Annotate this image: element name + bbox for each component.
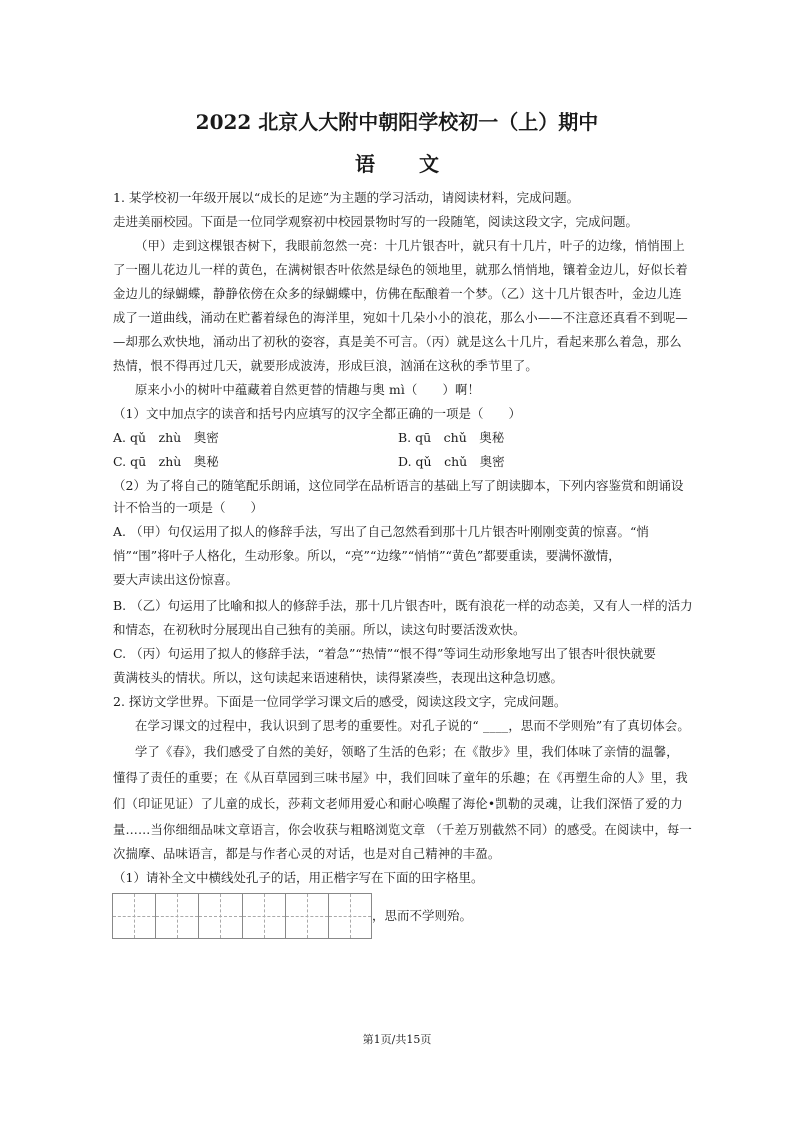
subject-char: 文 bbox=[419, 152, 439, 176]
q1-sub1-question: （1）文中加点字的读音和括号内应填写的汉字全都正确的一项是（ ） bbox=[113, 406, 521, 421]
sub2-option-c-line[interactable]: C. （丙）句运用了拟人的修辞手法，“着急”“热情”“恨不得”等词生动形象地写出了银杏叶很快就要 bbox=[113, 646, 656, 661]
grid-cell[interactable] bbox=[243, 894, 286, 938]
page-title: 2022 北京人大附中朝阳学校初一（上）期中 bbox=[195, 110, 599, 134]
q2-passage-line: 们（印证见证）了儿童的成长，莎莉文老师用爱心和耐心唤醒了海伦•凯勒的灵魂，让我们深悟了爱的力 bbox=[113, 797, 683, 811]
grid-tail-text: ，思而不学则殆。 bbox=[372, 908, 473, 923]
grid-cell[interactable] bbox=[329, 894, 371, 938]
grid-cell[interactable] bbox=[286, 894, 329, 938]
q2-passage-line: 懂得了责任的重要；在《从百草园到三味书屋》中，我们回味了童年的乐趣；在《再塑生命的人》里，我 bbox=[113, 771, 688, 785]
sub2-option-a-line[interactable]: 悄”“围”将叶子人格化，生动形象。所以，“亮”“边缘”“悄悄”“黄色”都要重读，要满怀激情， bbox=[113, 548, 621, 563]
subject-char: 语 bbox=[355, 152, 375, 176]
q2-passage-line: 量……当你细细品味文章语言，你会收获与粗略浏览文章 （千差万别截然不同）的感受。在阅读中，每一 bbox=[113, 823, 692, 837]
subject-heading bbox=[0, 148, 794, 177]
grid-cell[interactable] bbox=[113, 894, 156, 938]
q1-intro: 1. 某学校初一年级开展以“成长的足迹”为主题的学习活动，请阅读材料，完成问题。 bbox=[113, 190, 580, 205]
q1-section: 走进美丽校园。下面是一位同学观察初中校园景物时写的一段随笔，阅读这段文字，完成问题。 bbox=[113, 214, 639, 229]
q2-passage-line: 学了《春》，我们感受了自然的美好，领略了生活的色彩；在《散步》里，我们体味了亲情的温馨， bbox=[135, 745, 679, 759]
q2-intro: 2. 探访文学世界。下面是一位同学学习课文后的感受，阅读这段文字，完成问题。 bbox=[113, 694, 567, 709]
q1-sub2-question-cont: 计不恰当的一项是（ ） bbox=[113, 500, 264, 515]
q2-passage-line: 次揣摩、品味语言，都是与作者心灵的对话，也是对自己精神的丰盈。 bbox=[113, 847, 501, 861]
q1-passage-line: （甲）走到这棵银杏树下，我眼前忽然一亮：十几片银杏叶，就只有十几片，叶子的边缘，悄悄围上 bbox=[135, 239, 685, 253]
grid-cell[interactable] bbox=[156, 894, 199, 938]
q1-passage-line: 金边儿的绿蝴蝶，静静依傍在众多的绿蝴蝶中，仿佛在酝酿着一个梦。（乙）这十几片银杏叶，金边儿连 bbox=[113, 287, 682, 301]
page-footer: 第1页/共15页 bbox=[362, 1033, 432, 1046]
sub2-option-b-line[interactable]: 和情态，在初秋时分展现出自己独有的美丽。所以，读这句时要活泼欢快。 bbox=[113, 622, 526, 637]
q1-closing: 原来小小的树叶中蕴藏着自然更替的情趣与奥 mì（ ）啊！ bbox=[135, 383, 481, 397]
option-c[interactable]: C. qū zhù 奥秘 bbox=[113, 454, 219, 469]
sub2-option-c-line[interactable]: 黄满枝头的情状。所以，这句读起来语速稍快，读得紧凑些，表现出这种急切感。 bbox=[113, 670, 564, 685]
option-a[interactable]: A. qǔ zhù 奥密 bbox=[113, 430, 219, 445]
sub2-option-a-line[interactable]: 要大声读出这份惊喜。 bbox=[113, 572, 239, 587]
grid-cell[interactable] bbox=[199, 894, 242, 938]
q1-passage-line: —却那么欢快地，涌动出了初秋的姿容，真是美不可言。（丙）就是这么十几片，看起来那么着急，那么 bbox=[113, 335, 682, 349]
option-b[interactable]: B. qū chǔ 奥秘 bbox=[398, 430, 505, 445]
option-d[interactable]: D. qǔ chǔ 奥密 bbox=[398, 454, 505, 469]
q1-passage-line: 热情，恨不得再过几天，就要形成波涛，形成巨浪，汹涌在这秋的季节里了。 bbox=[113, 359, 538, 373]
sub2-option-b-line[interactable]: B. （乙）句运用了比喻和拟人的修辞手法，那十几片银杏叶，既有浪花一样的动态美，又有人一样的活力 bbox=[113, 598, 693, 613]
q1-sub2-question: （2）为了将自己的随笔配乐朗诵，这位同学在品析语言的基础上写了朗读脚本，下列内容鉴赏和朗诵设 bbox=[113, 478, 684, 493]
q1-passage-line: 成了一道曲线，涌动在贮蓄着绿色的海洋里，宛如十几朵小小的浪花，那么小——不注意还真看不到呢— bbox=[113, 311, 688, 325]
q1-passage-line: 了一圈儿花边儿一样的黄色，在满树银杏叶依然是绿色的领地里，就那么悄悄地，镶着金边儿，好似长着 bbox=[113, 263, 688, 277]
sub2-option-a-line[interactable]: A. （甲）句仅运用了拟人的修辞手法，写出了自己忽然看到那十几片银杏叶刚刚变黄的惊喜。“悄 bbox=[113, 524, 649, 539]
q2-passage-line: 在学习课文的过程中，我认识到了思考的重要性。对孔子说的“ ____，思而不学则殆”有了真切体会。 bbox=[135, 719, 690, 733]
tian-zi-grid[interactable] bbox=[112, 893, 372, 939]
q2-sub1-question: （1）请补全文中横线处孔子的话，用正楷字写在下面的田字格里。 bbox=[113, 870, 484, 885]
